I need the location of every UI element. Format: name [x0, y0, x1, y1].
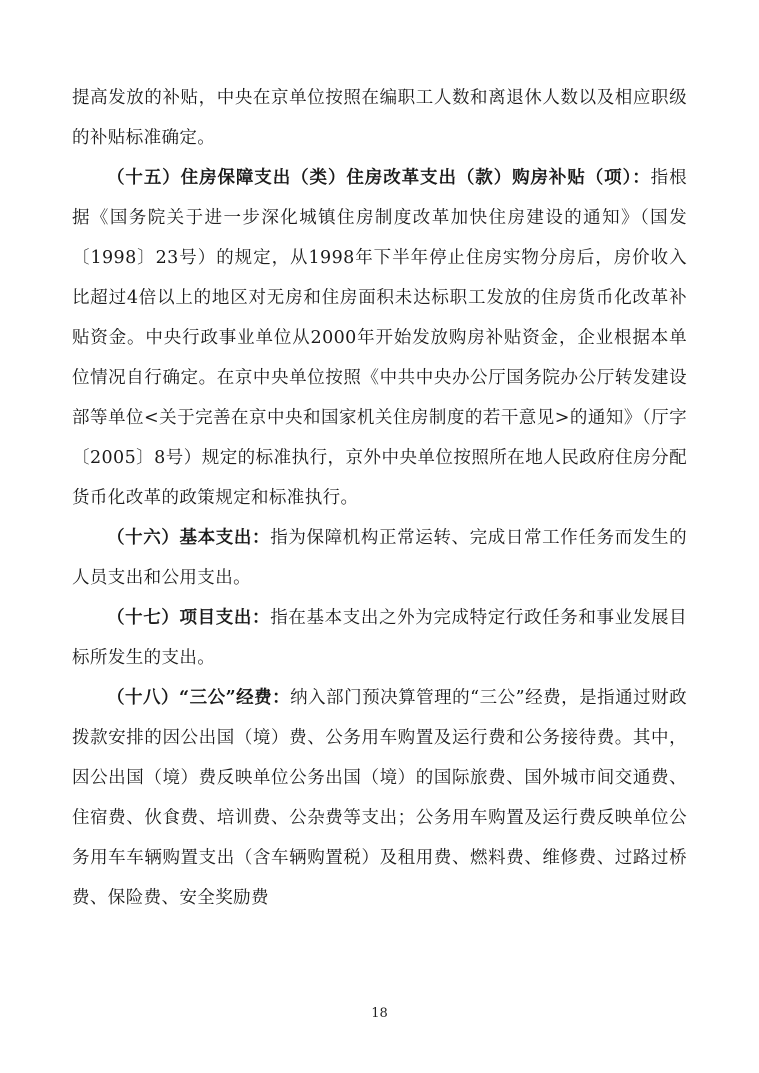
document-body	[72, 78, 687, 918]
paragraph-item-18	[72, 678, 687, 918]
paragraph-text: 提高发放的补贴，中央在京单位按照在编职工人数和离退休人数以及相应职级的补贴标准确定。	[72, 88, 687, 148]
paragraph-text: 指根据《国务院关于进一步深化城镇住房制度改革加快住房建设的通知》（国发〔1998〕23号）的规定，从1998年下半年停止住房实物分房后，房价收入比超过4倍以上的地区对无房和住房面积未达标职工发放的住房货币化改革补贴资金。中央行政事业单位从2000年开始发放购房补贴资金，企业根据本单位情况自行确定。在京中央单位按照《中共中央办公厅国务院办公厅转发建设部等单位<关于完善在京中央和国家机关住房制度的若干意见>的通知》（厅字〔2005〕8号）规定的标准执行，京外中央单位按照所在地人民政府住房分配货币化改革的政策规定和标准执行。	[72, 168, 687, 508]
paragraph-lead-label: （十六）基本支出：	[107, 528, 271, 548]
page-number: 18	[371, 1006, 388, 1021]
paragraph-text: 指在基本支出之外为完成特定行政任务和事业发展目标所发生的支出。	[72, 608, 687, 668]
paragraph-item-16	[72, 518, 687, 598]
paragraph-lead-label: （十七）项目支出：	[107, 608, 271, 628]
paragraph-item-15	[72, 158, 687, 518]
paragraph-text: 纳入部门预决算管理的“三公”经费，是指通过财政拨款安排的因公出国（境）费、公务用车购置及运行费和公务接待费。其中，因公出国（境）费反映单位公务出国（境）的国际旅费、国外城市间交通费、住宿费、伙食费、培训费、公杂费等支出；公务用车购置及运行费反映单位公务用车车辆购置支出（含车辆购置税）及租用费、燃料费、维修费、过路过桥费、保险费、安全奖励费	[72, 688, 687, 908]
paragraph-text: 指为保障机构正常运转、完成日常工作任务而发生的人员支出和公用支出。	[72, 528, 687, 588]
paragraph-continuation	[72, 78, 687, 158]
paragraph-item-17	[72, 598, 687, 678]
paragraph-lead-label: （十五）住房保障支出（类）住房改革支出（款）购房补贴（项）：	[107, 168, 651, 188]
paragraph-lead-label: （十八）“三公”经费：	[107, 688, 291, 708]
